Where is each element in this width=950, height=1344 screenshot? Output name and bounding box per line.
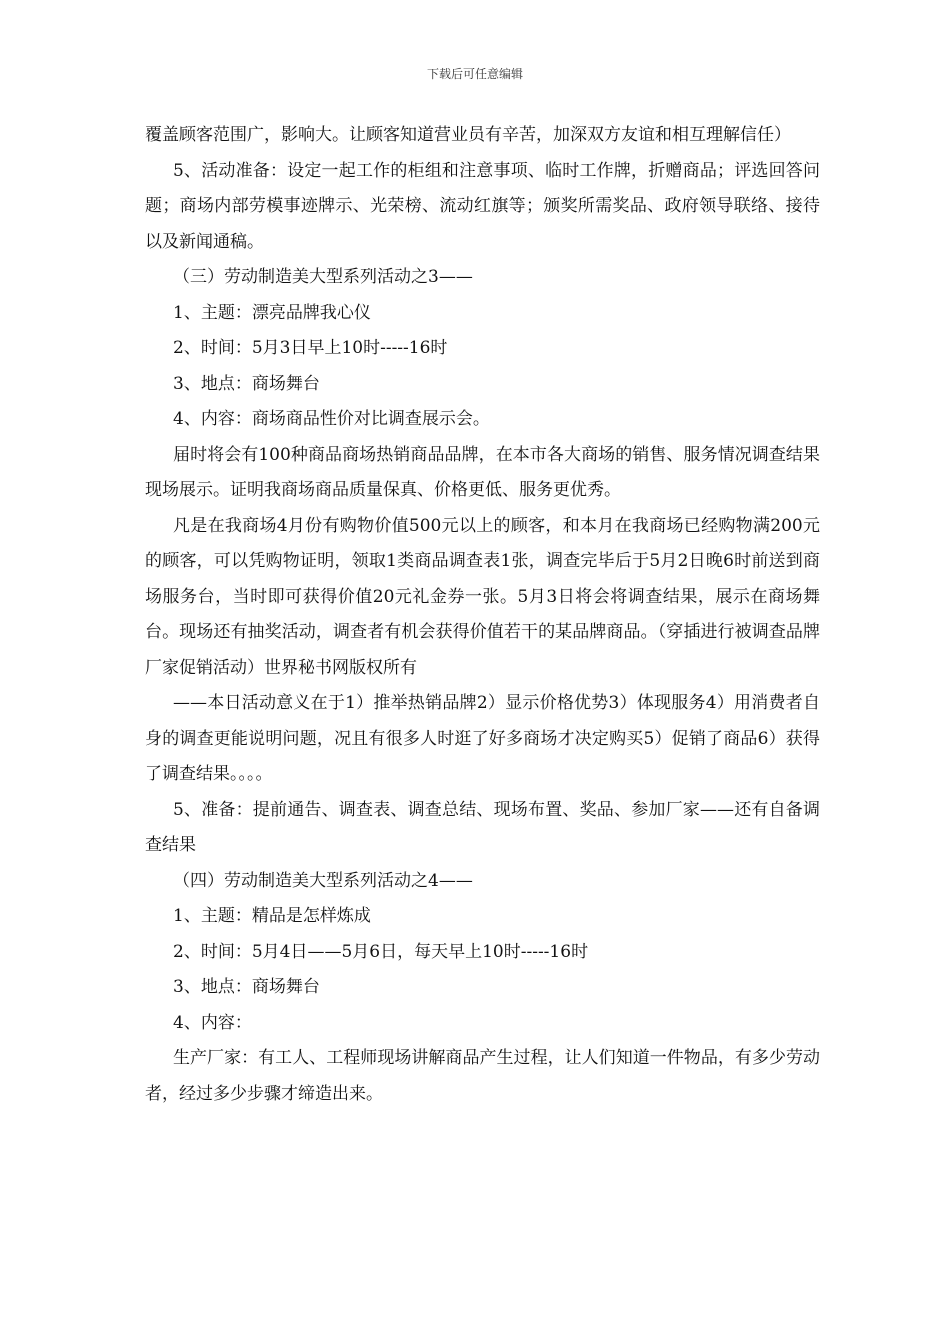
paragraph: 4、内容： xyxy=(173,1012,252,1033)
paragraph: ——本日活动意义在于1）推举热销品牌2）显示价格优势3）体现服务4）用消费者自身的调查更能说明问题，况且有很多人时逛了好多商场才决定购买5）促销了商品6）获得了调查结果。。。。 xyxy=(145,693,820,784)
paragraph: 4、内容：商场商品性价对比调查展示会。 xyxy=(173,409,490,429)
section-heading: （三）劳动制造美大型系列活动之3—— xyxy=(173,267,473,287)
paragraph: 5、活动准备：设定一起工作的柜组和注意事项、临时工作牌，折赠商品；评选回答问题；商场内部劳模事迹牌示、光荣榜、流动红旗等；颁奖所需奖品、政府领导联络、接待以及新闻通稿。 xyxy=(145,160,820,252)
section-heading: （四）劳动制造美大型系列活动之4—— xyxy=(173,870,473,891)
paragraph: 3、地点：商场舞台 xyxy=(173,373,320,394)
paragraph: 5、准备：提前通告、调查表、调查总结、现场布置、奖品、参加厂家——还有自备调查结果 xyxy=(145,799,820,855)
paragraph: 覆盖顾客范围广，影响大。让顾客知道营业员有辛苦，加深双方友谊和相互理解信任） xyxy=(145,125,791,145)
paragraph: 2、时间：5月3日早上10时-----16时 xyxy=(173,338,448,358)
paragraph: 凡是在我商场4月份有购物价值500元以上的顾客，和本月在我商场已经购物满200元的顾客，可以凭购物证明，领取1类商品调查表1张，调查完毕后于5月2日晚6时前送到商场服务台，当时即可获得价值20元礼金券一张。5月3日将会将调查结果，展示在商场舞台。现场还有抽奖活动，调查者有机会获得价值若干的某品牌商品。（穿插进行被调查品牌厂家促销活动）世界秘书网版权所有 xyxy=(145,515,820,678)
paragraph: 届时将会有100种商品商场热销商品品牌，在本市各大商场的销售、服务情况调查结果现场展示。证明我商场商品质量保真、价格更低、服务更优秀。 xyxy=(145,444,820,500)
paragraph: 3、地点：商场舞台 xyxy=(173,977,320,997)
document-body xyxy=(145,118,820,1112)
page-header-note: 下载后可任意编辑 xyxy=(426,67,523,81)
paragraph: 生产厂家：有工人、工程师现场讲解商品产生过程，让人们知道一件物品，有多少劳动者，经过多少步骤才缔造出来。 xyxy=(145,1048,820,1104)
paragraph: 2、时间：5月4日——5月6日，每天早上10时-----16时 xyxy=(173,941,589,962)
paragraph: 1、主题：漂亮品牌我心仪 xyxy=(173,302,371,323)
paragraph: 1、主题：精品是怎样炼成 xyxy=(173,906,371,926)
